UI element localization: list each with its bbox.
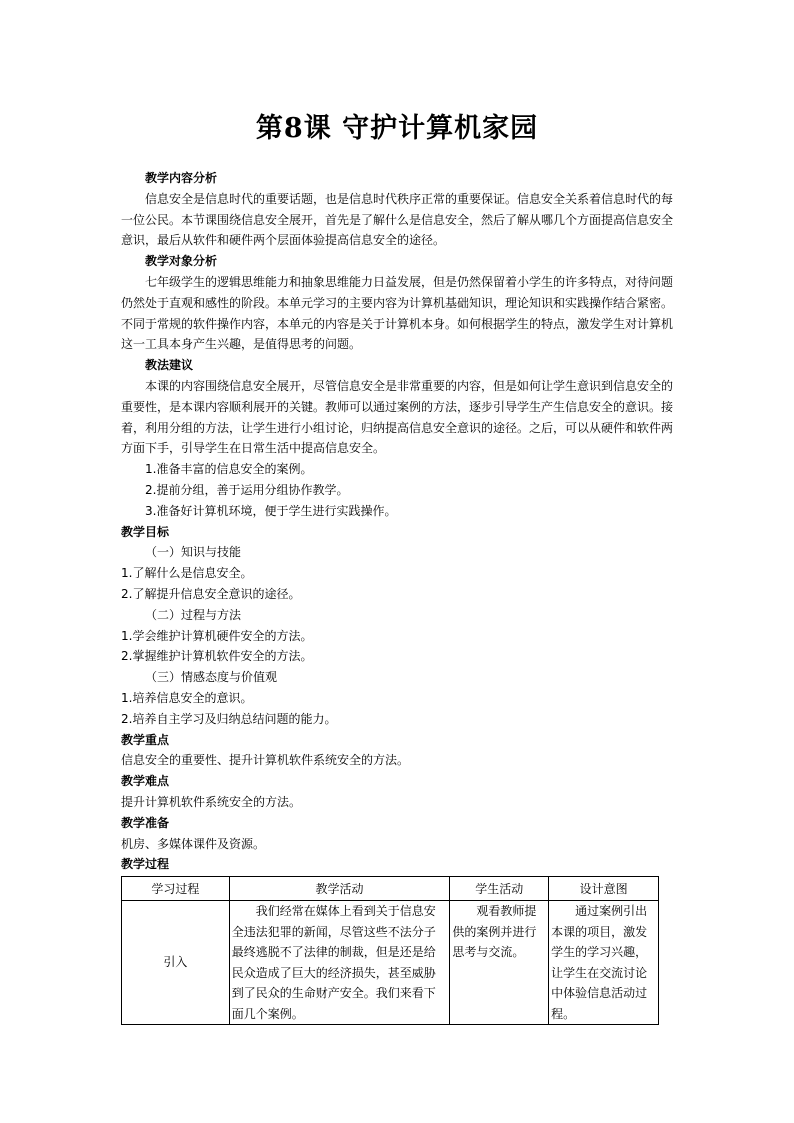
method-item: 3.准备好计算机环境，便于学生进行实践操作。: [145, 503, 397, 518]
cell-student-activity: 观看教师提供的案例并进行思考与交流。: [450, 901, 549, 1025]
header-student-activity: 学生活动: [450, 877, 549, 901]
student-analysis-paragraph: 七年级学生的逻辑思维能力和抽象思维能力日益发展，但是仍然保留着小学生的许多特点，对待问题仍然处于直观和感性的阶段。本单元学习的主要内容为计算机基础知识，理论知识和实践操作结合紧密。不同于常规的软件操作内容，本单元的内容是关于计算机本身。如何根据学生的特点，激发学生对计算机这一工具本身产生兴趣，是值得思考的问题。: [121, 274, 674, 352]
student-analysis-heading: 教学对象分析: [145, 254, 218, 269]
cell-design-intent: 通过案例引出本课的项目，激发学生的学习兴趣，让学生在交流讨论中体验信息活动过程。: [549, 901, 659, 1025]
difficulties-heading: 教学难点: [121, 774, 170, 789]
lesson-title: 第8课 守护计算机家园: [255, 113, 539, 144]
method-item: 1.准备丰富的信息安全的案例。: [145, 462, 313, 477]
goal-item: 1.培养信息安全的意识。: [121, 690, 253, 705]
table-header-row: [122, 877, 659, 901]
header-teacher-activity: 教学活动: [229, 877, 450, 901]
lesson-body: [121, 168, 673, 875]
goal-item: 2.掌握维护计算机软件安全的方法。: [121, 649, 313, 664]
method-item: 2.提前分组，善于运用分组协作教学。: [145, 482, 349, 497]
goal-group-label: （三）情感态度与价值观: [145, 670, 278, 685]
process-heading: 教学过程: [121, 857, 170, 872]
method-paragraph: 本课的内容围绕信息安全展开，尽管信息安全是非常重要的内容，但是如何让学生意识到信息安全的重要性，是本课内容顺利展开的关键。教师可以通过案例的方法，逐步引导学生产生信息安全的意识。接着，利用分组的方法，让学生进行小组讨论，归纳提高信息安全意识的途径。之后，可以从硬件和软件两方面下手，引导学生在日常生活中提高信息安全。: [121, 378, 674, 456]
method-heading: 教法建议: [145, 358, 194, 373]
cell-teacher-activity: 我们经常在媒体上看到关于信息安全违法犯罪的新闻，尽管这些不法分子最终逃脱不了法律的制裁，但是还是给民众造成了巨大的经济损失，甚至威胁到了民众的生命财产安全。我们来看下面几个案例。: [229, 901, 450, 1025]
header-design-intent: 设计意图: [549, 877, 659, 901]
teaching-process-table: [121, 876, 659, 1025]
table-row: [122, 901, 659, 1025]
key-points-heading: 教学重点: [121, 732, 170, 747]
header-stage: 学习过程: [122, 877, 230, 901]
difficulties-text: 提升计算机软件系统安全的方法。: [121, 794, 302, 809]
key-points-text: 信息安全的重要性、提升计算机软件系统安全的方法。: [121, 753, 410, 768]
content-analysis-heading: 教学内容分析: [145, 171, 218, 185]
goal-item: 2.了解提升信息安全意识的途径。: [121, 586, 301, 601]
preparation-text: 机房、多媒体课件及资源。: [121, 836, 266, 851]
goal-item: 1.学会维护计算机硬件安全的方法。: [121, 628, 313, 643]
cell-stage: 引入: [122, 901, 230, 1025]
goal-group-label: （二）过程与方法: [145, 607, 242, 622]
goal-item: 1.了解什么是信息安全。: [121, 566, 253, 581]
goals-heading: 教学目标: [121, 524, 170, 539]
content-analysis-paragraph: 信息安全是信息时代的重要话题，也是信息时代秩序正常的重要保证。信息安全关系着信息时代的每一位公民。本节课围绕信息安全展开，首先是了解什么是信息安全，然后了解从哪几个方面提高信息安全意识，最后从软件和硬件两个层面体验提高信息安全的途径。: [121, 191, 674, 248]
preparation-heading: 教学准备: [121, 815, 170, 830]
goal-item: 2.培养自主学习及归纳总结问题的能力。: [121, 711, 337, 726]
goal-group-label: （一）知识与技能: [145, 545, 242, 560]
